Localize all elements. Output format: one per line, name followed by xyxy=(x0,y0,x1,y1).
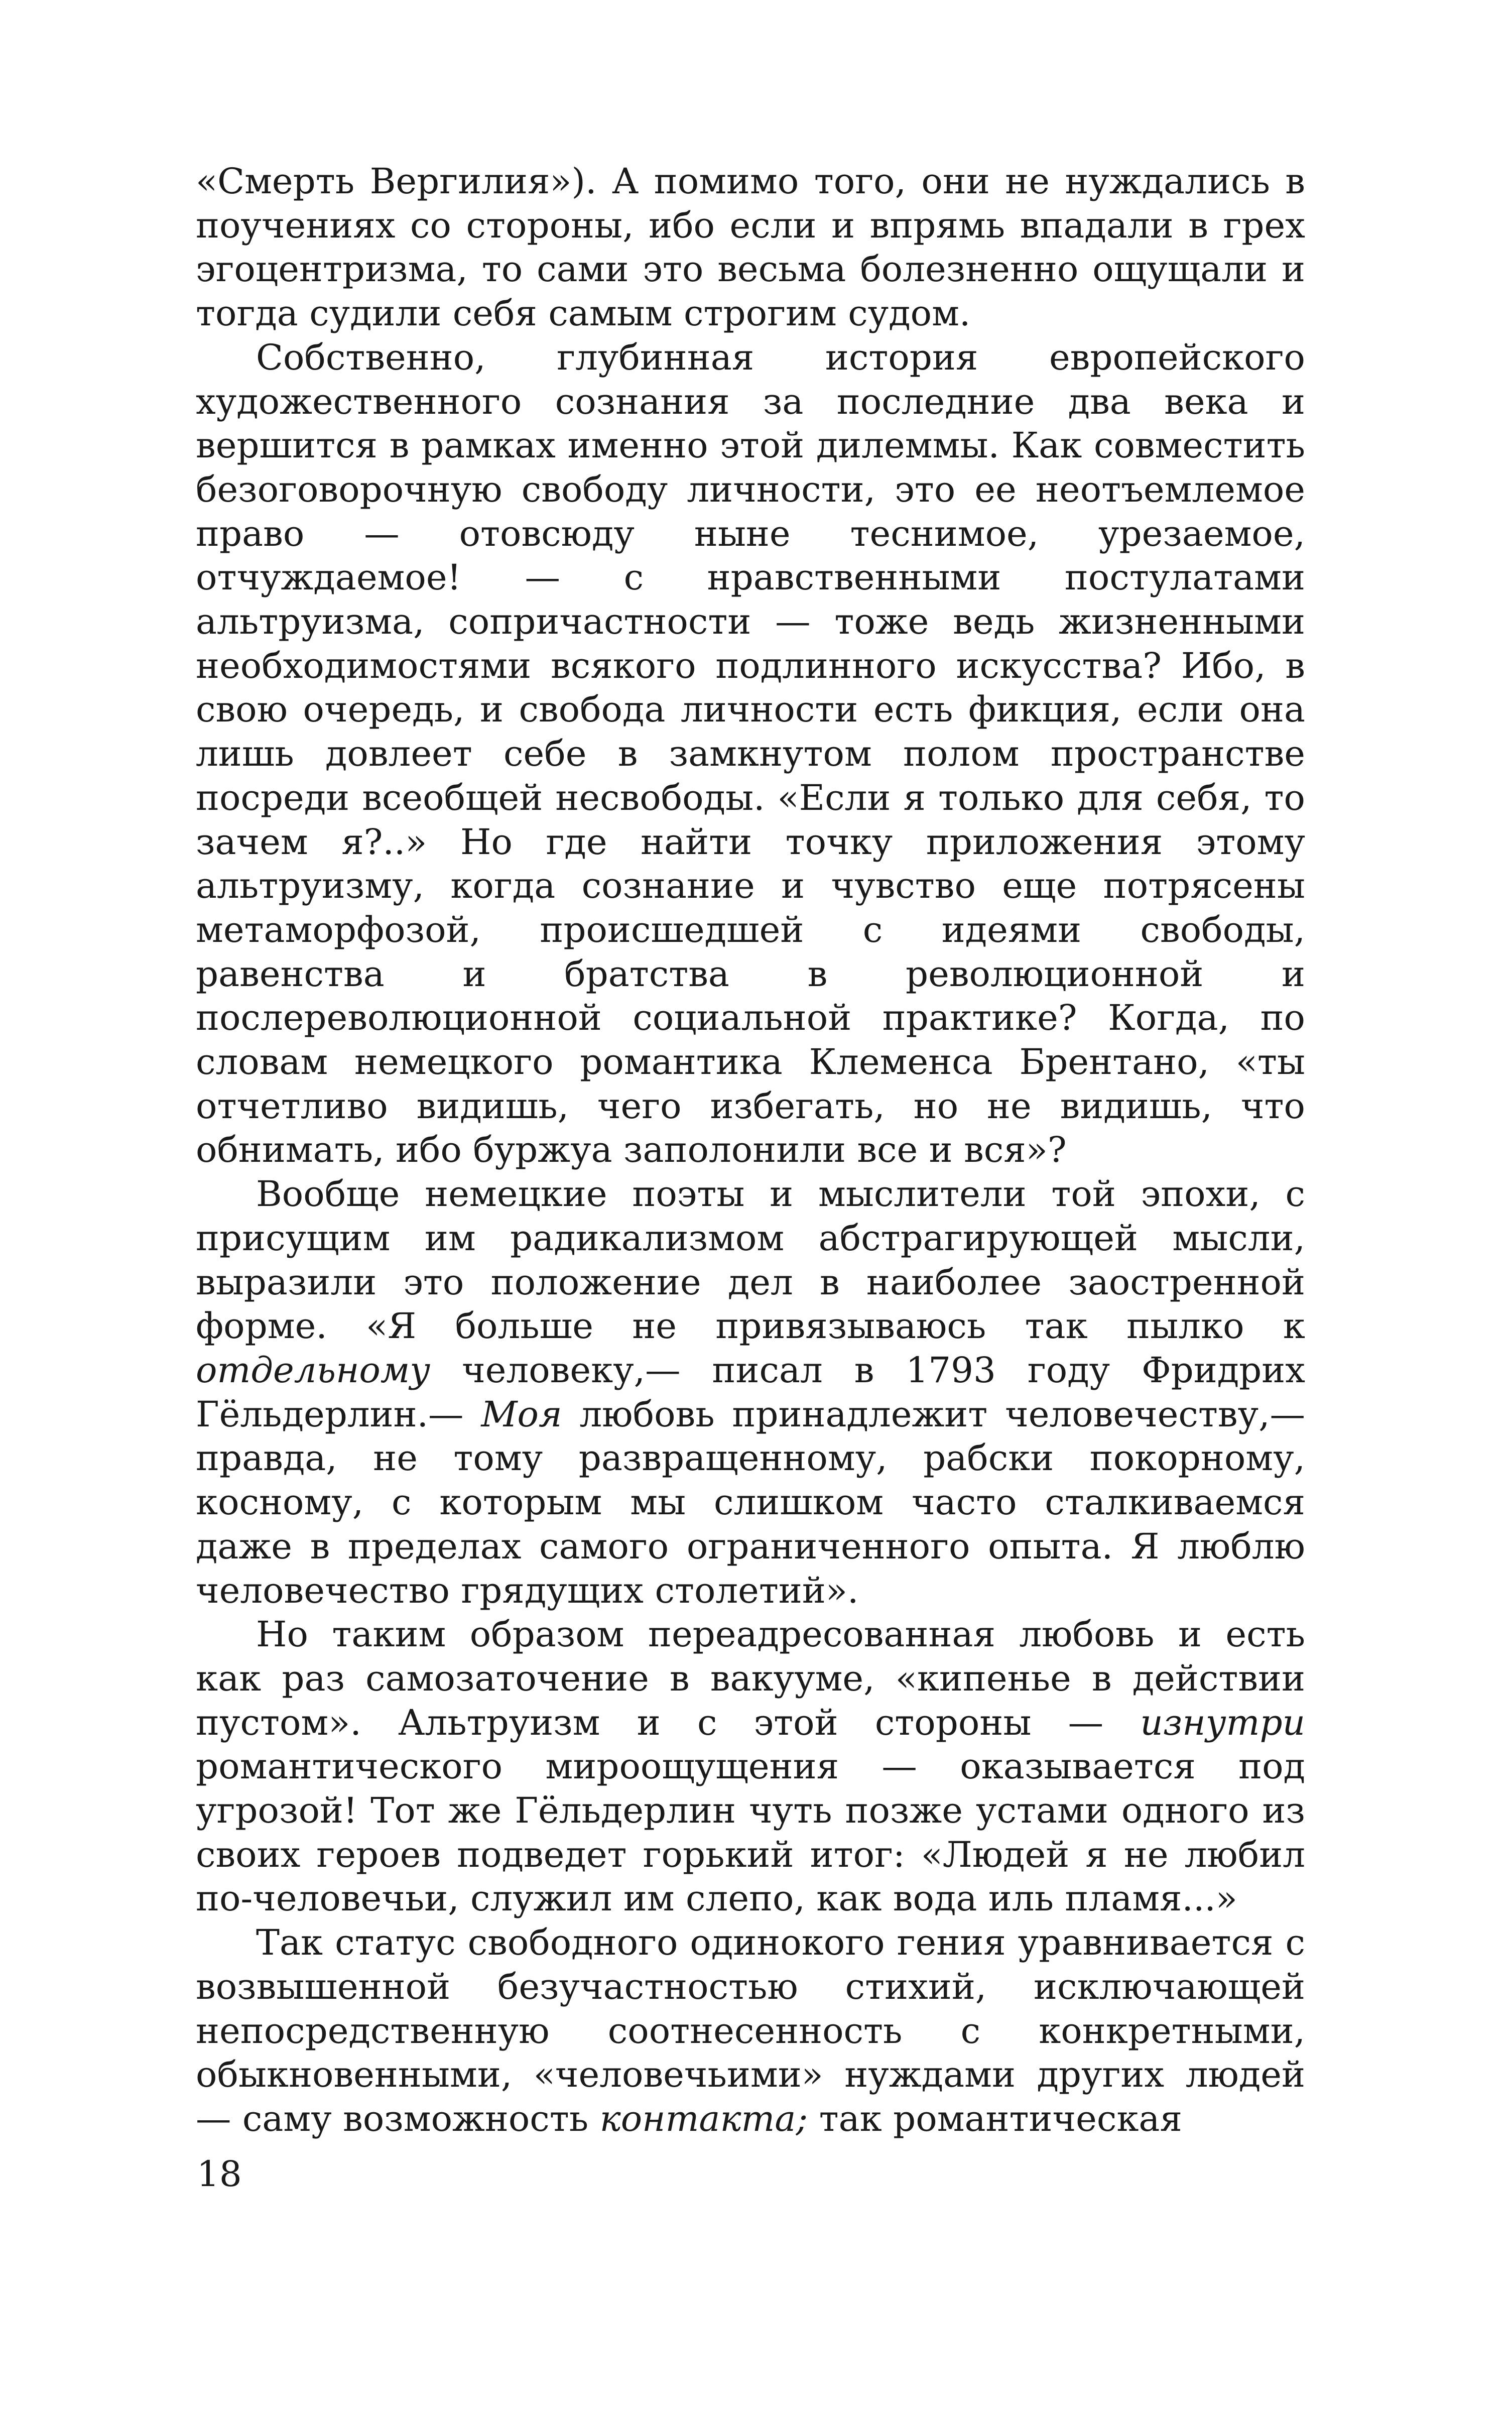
paragraph-continuation: «Смерть Вергилия»). А помимо того, они не нуждались в поучениях со стороны, ибо если и впрямь впадали в грех эгоцентризма, то сами это весьма болезненно ощущали и тогда судили себя самым строгим судом. xyxy=(196,161,1305,334)
italic-emphasis: отдельному xyxy=(196,1349,431,1391)
paragraph-german-poets: Вообще немецкие поэты и мыслители той эпохи, с присущим им радикализмом абстрагирующей мысли, выразили это положение дел в наиболее заостренной форме. «Я больше не привязываюсь так пылко к отдельному человеку,— писал в 1793 году Фридрих Гёльдерлин.— Моя любовь принадлежит человечеству,— правда, не тому развращенному, рабски покорному, косному, с которым мы слишком часто сталкиваемся даже в пределах самого ограниченного опыта. Я люблю человечество грядущих столетий». xyxy=(196,1173,1305,1611)
italic-emphasis: Моя xyxy=(481,1393,562,1435)
paragraph-dilemma: Собственно, глубинная история европейского художественного сознания за последние два века и вершится в рамках именно этой дилеммы. Как совместить безоговорочную свободу личности, это ее неотъемлемое право — отовсюду ныне теснимое, урезаемое, отчуждаемое! — с нравственными постулатами альтруизма, сопричастности — тоже ведь жизненными необходимостями всякого подлинного искусства? Ибо, в свою очередь, и свобода личности есть фикция, если она лишь довлеет себе в замкнутом полом пространстве посреди всеобщей несвободы. «Если я только для себя, то зачем я?..» Но где найти точку приложения этому альтруизму, когда сознание и чувство еще потрясены метаморфозой, происшедшей с идеями свободы, равенства и братства в революционной и послереволюционной социальной практике? Когда, по словам немецкого романтика Клеменса Брентано, «ты отчетливо видишь, чего избегать, но не видишь, что обнимать, ибо буржуа заполонили все и вся»? xyxy=(196,336,1305,1171)
italic-emphasis: контакта; xyxy=(599,2098,808,2139)
page-number: 18 xyxy=(197,2153,242,2195)
body-text xyxy=(196,160,1305,2141)
italic-emphasis: изнутри xyxy=(1140,1702,1305,1743)
paragraph-self-confinement: Но таким образом переадресованная любовь и есть как раз самозаточение в вакууме, «кипенье в действии пустом». Альтруизм и с этой стороны — изнутри романтического мироощущения — оказывается под угрозой! Тот же Гёльдерлин чуть позже устами одного из своих героев подведет горький итог: «Людей я не любил по-человечьи, служил им слепо, как вода иль пламя...» xyxy=(196,1614,1305,1919)
paragraph-lonely-genius: Так статус свободного одинокого гения уравнивается с возвышенной безучастностью стихий, исключающей непосредственную соотнесенность с конкретными, обыкновенными, «человечьими» нуждами других людей — саму возможность контакта; так романтическая xyxy=(196,1922,1305,2139)
